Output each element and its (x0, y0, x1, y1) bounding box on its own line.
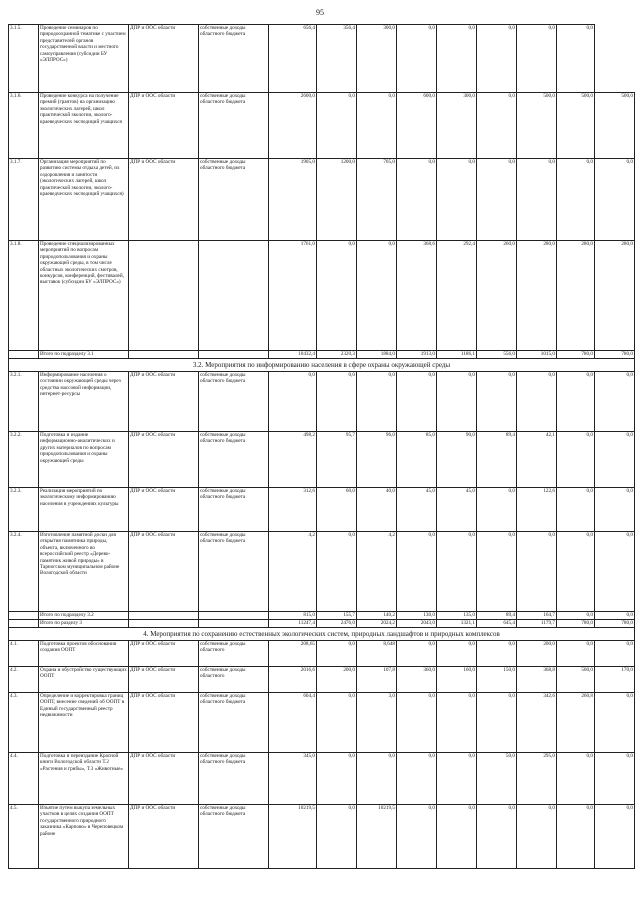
value-cell: 0,0 (517, 25, 557, 93)
value-cell: 89,4 (477, 432, 517, 488)
value-cell: 40,0 (357, 488, 397, 532)
total-source-cell (199, 620, 269, 628)
row-source: собственные доходы областного бюджета (199, 532, 269, 612)
row-code: 4.5. (9, 805, 39, 869)
value-cell: 0,0 (397, 641, 437, 667)
value-cell: 0,0 (357, 93, 397, 159)
table-row (9, 372, 635, 432)
value-cell: 498,2 (269, 432, 317, 488)
section-title: 4. Мероприятия по сохранению естественных экологических систем, природных ландшафтов и природных комплексов (9, 628, 635, 641)
value-cell: 90,0 (437, 432, 477, 488)
value-cell: 0,0 (595, 641, 635, 667)
value-cell: 0,0 (477, 805, 517, 869)
value-cell: 42,1 (517, 432, 557, 488)
value-cell: 10432,4 (269, 351, 317, 359)
value-cell: 0,0 (477, 488, 517, 532)
row-code: 3.2.4. (9, 532, 39, 612)
value-cell: 155,7 (317, 612, 357, 620)
row-name: Информирование населения о состоянии окружающей среды через средства массовой информации, интернет-ресурсы (39, 372, 129, 432)
value-cell: 0,0 (557, 612, 595, 620)
row-source: собственные доходы областного бюджета (199, 25, 269, 93)
value-cell: 780,0 (557, 351, 595, 359)
value-cell: 0,0 (477, 641, 517, 667)
value-cell: 0,0 (437, 25, 477, 93)
total-row (9, 351, 635, 359)
value-cell: 0,0 (437, 372, 477, 432)
value-cell: 170,0 (595, 667, 635, 693)
value-cell: 780,0 (557, 620, 595, 628)
value-cell: 280,0 (557, 241, 595, 351)
row-executor: ДПР и ООС области (129, 667, 199, 693)
value-cell: 0,0 (557, 488, 595, 532)
value-cell: 0,0 (437, 805, 477, 869)
value-cell: 260,8 (557, 693, 595, 753)
page-number: 95 (316, 8, 324, 17)
value-cell: 260,0 (477, 241, 517, 351)
total-source-cell (199, 612, 269, 620)
total-label: Итого по подразделу 3.2 (39, 612, 129, 620)
value-cell: 1200,0 (317, 159, 357, 241)
value-cell: 368,8 (517, 667, 557, 693)
row-source: собственные доходы областного бюджета (199, 159, 269, 241)
row-name: Проведение конкурса на получение премий (грантов) на организацию экологических лагерей, школ практической экологии, эколого-краеведческих экспедиций учащихся (39, 93, 129, 159)
total-exec-cell (129, 620, 199, 628)
value-cell: 122,6 (517, 488, 557, 532)
value-cell: 96,0 (357, 432, 397, 488)
value-cell: 0,0 (437, 641, 477, 667)
value-cell: 292,4 (437, 241, 477, 351)
value-cell: 0,0 (595, 612, 635, 620)
value-cell: 300,0 (437, 93, 477, 159)
value-cell: 0,0 (397, 753, 437, 805)
total-row (9, 612, 635, 620)
row-executor: ДПР и ООС области (129, 93, 199, 159)
value-cell: 300,0 (357, 25, 397, 93)
table-row (9, 641, 635, 667)
value-cell: 0,0 (517, 805, 557, 869)
row-name: Охрана и обустройство существующих ООПТ (39, 667, 129, 693)
value-cell: 0,0 (357, 753, 397, 805)
row-executor: ДПР и ООС области (129, 25, 199, 93)
value-cell: 312,6 (269, 488, 317, 532)
value-cell: 10219,5 (269, 805, 317, 869)
value-cell: 2600,0 (269, 93, 317, 159)
value-cell: 0,0 (595, 372, 635, 432)
row-name: Подготовка и издание информационно-аналитических и других материалов по вопросам природопользования и охраны окружающей среды (39, 432, 129, 488)
value-cell: 500,0 (557, 93, 595, 159)
value-cell: 0,0 (557, 25, 595, 93)
value-cell: 2476,0 (317, 620, 357, 628)
table-row (9, 159, 635, 241)
value-cell: 0,0 (557, 372, 595, 432)
value-cell: 2320,3 (317, 351, 357, 359)
value-cell: 368,6 (397, 241, 437, 351)
value-cell: 780,0 (595, 351, 635, 359)
value-cell: 0,0 (397, 805, 437, 869)
row-name: Подготовка и переиздание Красной книги Вологодской области Т.2 «Растения и грибы», Т.3 «Животные» (39, 753, 129, 805)
row-name: Реализация мероприятий по экологическому информированию населения в учреждениях культуры (39, 488, 129, 532)
value-cell: 0,0 (437, 159, 477, 241)
value-cell: 45,0 (437, 488, 477, 532)
row-name: Проведение семинаров по природоохранной тематике с участием представителей органов государственной власти и местного самоуправления (субсидии БУ «ЭЛПРОС») (39, 25, 129, 93)
value-cell: 4,2 (357, 532, 397, 612)
value-cell: 8,648 (357, 641, 397, 667)
value-cell: 135,0 (437, 612, 477, 620)
value-cell: 0,0 (317, 641, 357, 667)
value-cell: 0,0 (477, 532, 517, 612)
row-code: 3.1.8. (9, 241, 39, 351)
value-cell: 2043,0 (397, 620, 437, 628)
value-cell: 0,0 (317, 753, 357, 805)
value-cell: 0,0 (595, 432, 635, 488)
value-cell: 0,0 (557, 805, 595, 869)
value-cell: 0,0 (557, 159, 595, 241)
row-executor: ДПР и ООС области (129, 159, 199, 241)
value-cell: 0,0 (317, 241, 357, 351)
value-cell: 0,0 (317, 372, 357, 432)
value-cell: 208,65 (269, 641, 317, 667)
value-cell: 2016,6 (269, 667, 317, 693)
section-header-row (9, 628, 635, 641)
value-cell: 50,0 (477, 753, 517, 805)
row-source: собственные доходы областного бюджета (199, 488, 269, 532)
row-code: 4.4. (9, 753, 39, 805)
row-name: Изготовление памятной доски для открытия памятника природы, объекта, включенного во всероссийский реестр «Дерево-памятник живой природы» в Тарногском муниципальном районе Вологодской области (39, 532, 129, 612)
row-source: собственные доходы областного бюджета (199, 693, 269, 753)
row-code: 3.2.1. (9, 372, 39, 432)
row-name: Подготовка проектов обоснования создания ООПТ (39, 641, 129, 667)
value-cell: 0,0 (595, 693, 635, 753)
table-row (9, 25, 635, 93)
value-cell: 0,0 (477, 159, 517, 241)
value-cell: 0,0 (557, 753, 595, 805)
table-row (9, 532, 635, 612)
value-cell: 0,0 (557, 641, 595, 667)
total-code-cell (9, 612, 39, 620)
value-cell: 600,0 (397, 93, 437, 159)
value-cell: 140,2 (357, 612, 397, 620)
value-cell: 200,0 (317, 667, 357, 693)
value-cell: 705,0 (357, 159, 397, 241)
row-code: 4.1. (9, 641, 39, 667)
value-cell: 85,0 (397, 432, 437, 488)
value-cell: 0,0 (595, 805, 635, 869)
value-cell: 500,0 (595, 93, 635, 159)
row-code: 4.3. (9, 693, 39, 753)
row-code: 3.2.2. (9, 432, 39, 488)
value-cell: 2024,2 (357, 620, 397, 628)
table-row (9, 753, 635, 805)
value-cell: 0,0 (397, 25, 437, 93)
value-cell: 0,0 (595, 488, 635, 532)
value-cell: 0,0 (477, 372, 517, 432)
table-row (9, 667, 635, 693)
value-cell: 0,0 (437, 753, 477, 805)
row-executor: ДПР и ООС области (129, 432, 199, 488)
section-header-row (9, 359, 635, 372)
row-code: 3.1.6. (9, 93, 39, 159)
value-cell: 500,0 (517, 93, 557, 159)
value-cell: 3,0 (357, 693, 397, 753)
total-code-cell (9, 620, 39, 628)
value-cell: 0,0 (357, 241, 397, 351)
value-cell: 1015,0 (517, 351, 557, 359)
value-cell: 0,0 (317, 93, 357, 159)
row-source (199, 241, 269, 351)
row-executor: ДПР и ООС области (129, 372, 199, 432)
value-cell: 0,0 (477, 25, 517, 93)
value-cell: 0,0 (437, 693, 477, 753)
value-cell: 0,0 (397, 372, 437, 432)
row-name: Организация мероприятий по развитию системы отдыха детей, их оздоровления и занятости (экологических лагерей, школ практической экологии, эколого-краеведческих экспедиций учащихся) (39, 159, 129, 241)
total-label: Итого по разделу 3 (39, 620, 129, 628)
program-table (8, 24, 635, 869)
value-cell: 342,6 (517, 693, 557, 753)
value-cell: 0,0 (317, 693, 357, 753)
total-exec-cell (129, 612, 199, 620)
value-cell: 0,0 (595, 753, 635, 805)
total-code-cell (9, 351, 39, 359)
value-cell: 0,0 (595, 159, 635, 241)
value-cell: 280,0 (595, 241, 635, 351)
row-name: Определение и корректировка границ ООПТ, внесение сведений об ООПТ в Единый государственный реестр недвижимости (39, 693, 129, 753)
value-cell: 295,0 (517, 753, 557, 805)
value-cell: 0,0 (357, 372, 397, 432)
value-cell: 0,0 (397, 159, 437, 241)
section-title: 3.2. Мероприятия по информированию населения в сфере охраны окружающей среды (9, 359, 635, 372)
value-cell: 0,0 (517, 532, 557, 612)
value-cell: 107,8 (357, 667, 397, 693)
value-cell: 95,7 (317, 432, 357, 488)
value-cell: 0,0 (477, 693, 517, 753)
row-code: 4.2. (9, 667, 39, 693)
value-cell: 0,0 (437, 532, 477, 612)
value-cell: 356,4 (317, 25, 357, 93)
row-code: 3.1.7. (9, 159, 39, 241)
value-cell: 160,0 (437, 667, 477, 693)
value-cell: 10219,5 (357, 805, 397, 869)
value-cell: 45,0 (397, 488, 437, 532)
value-cell: 780,0 (595, 620, 635, 628)
table-row (9, 805, 635, 869)
value-cell: 1913,0 (397, 351, 437, 359)
table-row (9, 693, 635, 753)
value-cell: 1321,1 (437, 620, 477, 628)
row-source: собственные доходы областного (199, 641, 269, 667)
total-exec-cell (129, 351, 199, 359)
value-cell: 11247,4 (269, 620, 317, 628)
row-executor: ДПР и ООС области (129, 532, 199, 612)
value-cell: 645,4 (477, 620, 517, 628)
row-executor: ДПР и ООС области (129, 488, 199, 532)
table-row (9, 241, 635, 351)
value-cell: 0,0 (557, 532, 595, 612)
value-cell: 0,0 (477, 93, 517, 159)
row-executor (129, 241, 199, 351)
table-row (9, 93, 635, 159)
value-cell: 200,0 (517, 641, 557, 667)
row-executor: ДПР и ООС области (129, 641, 199, 667)
value-cell: 1179,7 (517, 620, 557, 628)
value-cell: 815,0 (269, 612, 317, 620)
row-executor: ДПР и ООС области (129, 753, 199, 805)
row-source: собственные доходы областного бюджета (199, 372, 269, 432)
row-executor: ДПР и ООС области (129, 693, 199, 753)
value-cell: 0,0 (269, 372, 317, 432)
row-source: собственные доходы областного бюджета (199, 432, 269, 488)
value-cell: 0,0 (317, 805, 357, 869)
value-cell: 604,4 (269, 693, 317, 753)
value-cell: 0,0 (595, 532, 635, 612)
value-cell: 500,0 (557, 667, 595, 693)
row-source: собственные доходы областного бюджета (199, 805, 269, 869)
row-name: Изъятие путем выкупа земельных участков в целях создания ООПТ государственного природного заказника «Карпово» в Череповецком районе (39, 805, 129, 869)
total-row (9, 620, 635, 628)
total-label: Итого по подразделу 3.1 (39, 351, 129, 359)
value-cell: 0,0 (557, 432, 595, 488)
value-cell: 0,0 (517, 159, 557, 241)
row-executor: ДПР и ООС области (129, 805, 199, 869)
value-cell: 1884,0 (357, 351, 397, 359)
value-cell: 150,0 (477, 667, 517, 693)
value-cell: 130,0 (397, 612, 437, 620)
value-cell: 1186,1 (437, 351, 477, 359)
value-cell: 1905,0 (269, 159, 317, 241)
value-cell: 360,0 (397, 667, 437, 693)
value-cell: 556,0 (477, 351, 517, 359)
row-code: 3.1.5. (9, 25, 39, 93)
value-cell: 345,0 (269, 753, 317, 805)
row-name: Проведение специализированных мероприятий по вопросам природопользования и охраны окружающей среды, в том числе областных экологических смотров, конкурсов, конференций, фестивалей, выставок (субсидии БУ «ЭЛПРОС») (39, 241, 129, 351)
value-cell: 1761,0 (269, 241, 317, 351)
total-source-cell (199, 351, 269, 359)
value-cell: 89,4 (477, 612, 517, 620)
table-row (9, 432, 635, 488)
row-code: 3.2.3. (9, 488, 39, 532)
value-cell: 60,0 (317, 488, 357, 532)
value-cell: 0,0 (397, 693, 437, 753)
value-cell: 164,7 (517, 612, 557, 620)
value-cell: 4,2 (269, 532, 317, 612)
row-source: собственные доходы областного бюджета (199, 753, 269, 805)
value-cell: 280,0 (517, 241, 557, 351)
row-source: собственные доходы областного (199, 667, 269, 693)
row-source: собственные доходы областного бюджета (199, 93, 269, 159)
table-row (9, 488, 635, 532)
value-cell: 0,0 (317, 532, 357, 612)
value-cell: 656,4 (269, 25, 317, 93)
value-cell: 0,0 (397, 532, 437, 612)
value-cell: 0,0 (517, 372, 557, 432)
